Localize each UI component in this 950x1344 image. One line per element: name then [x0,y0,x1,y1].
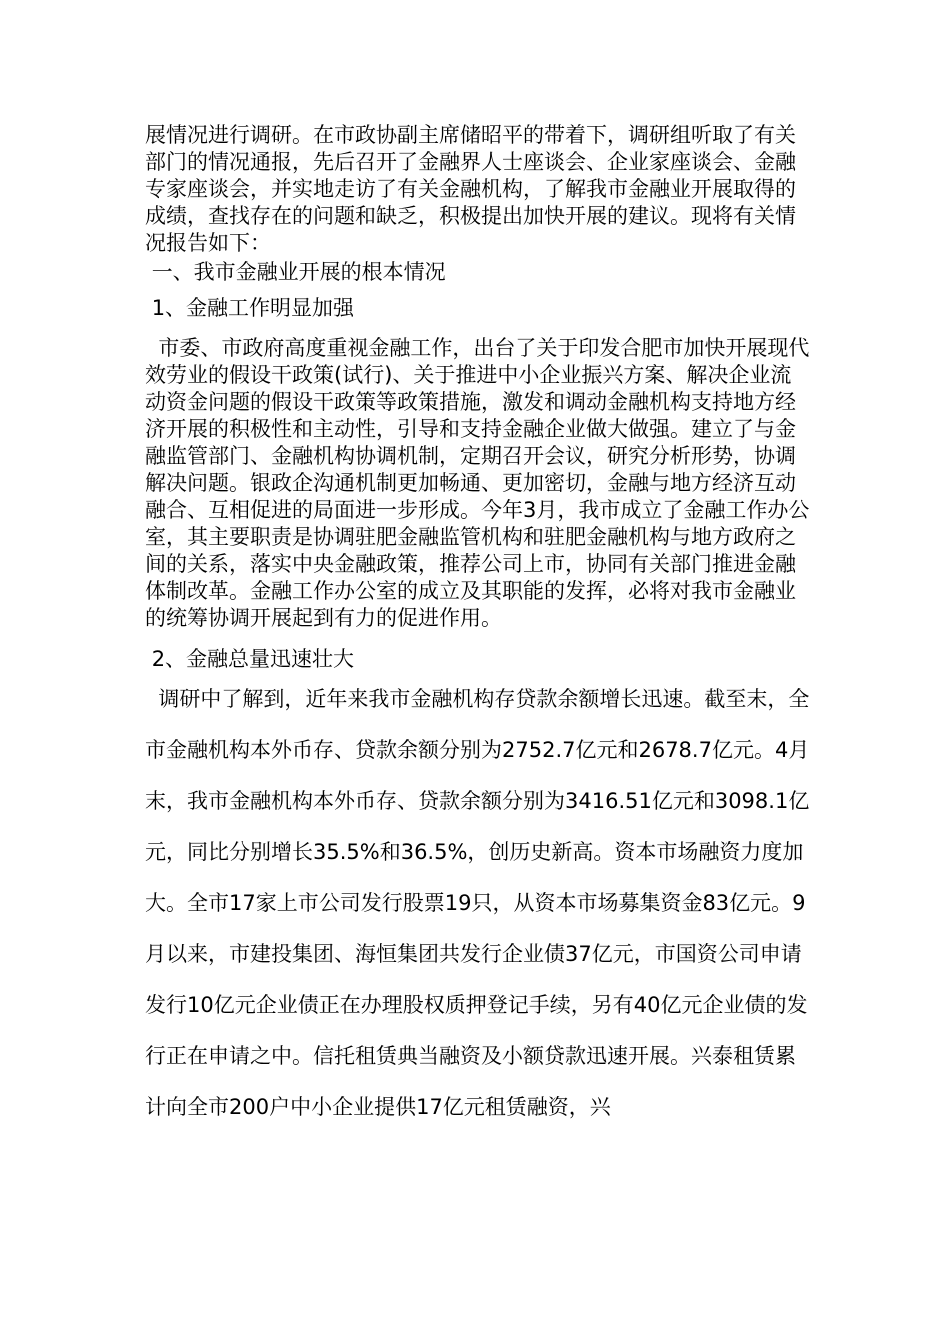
document-body [145,122,810,1133]
subsection-1-body: 市委、市政府高度重视金融工作，出台了关于印发合肥市加快开展现代效劳业的假设干政策(试行)、关于推进中小企业振兴方案、解决企业流动资金问题的假设干政策等政策措施，激发和调动金融机构支持地方经济开展的积极性和主动性，引导和支持金融企业做大做强。建立了与金融监管部门、金融机构协调机制，定期召开会议，研究分析形势，协调解决问题。银政企沟通机制更加畅通、更加密切，金融与地方经济互动融合、互相促进的局面进一步形成。今年3月，我市成立了金融工作办公室，其主要职责是协调驻肥金融监管机构和驻肥金融机构与地方政府之间的关系，落实中央金融政策，推荐公司上市，协同有关部门推进金融体制改革。金融工作办公室的成立及其职能的发挥，必将对我市金融业的统筹协调开展起到有力的促进作用。 [145,336,810,630]
section-1-heading: 一、我市金融业开展的根本情况 [145,260,446,284]
subsection-2-body: 调研中了解到，近年来我市金融机构存贷款余额增长迅速。截至末，全市金融机构本外币存、贷款余额分别为2752.7亿元和2678.7亿元。4月末，我市金融机构本外币存、贷款余额分别为3416.51亿元和3098.1亿元，同比分别增长35.5%和36.5%，创历史新高。资本市场融资力度加大。全市17家上市公司发行股票19只，从资本市场募集资金83亿元。9月以来，市建投集团、海恒集团共发行企业债37亿元，市国资公司申请发行10亿元企业债正在办理股权质押登记手续，另有40亿元企业债的发行正在申请之中。信托租赁典当融资及小额贷款迅速开展。兴泰租赁累计向全市200户中小企业提供17亿元租赁融资，兴 [145,687,810,1119]
subsection-1-heading: 1、金融工作明显加强 [145,296,355,320]
subsection-2-heading: 2、金融总量迅速壮大 [145,647,355,671]
intro-paragraph: 展情况进行调研。在市政协副主席储昭平的带着下，调研组听取了有关部门的情况通报，先后召开了金融界人士座谈会、企业家座谈会、金融专家座谈会，并实地走访了有关金融机构，了解我市金融业开展取得的成绩，查找存在的问题和缺乏，积极提出加快开展的建议。现将有关情况报告如下： [145,123,796,255]
